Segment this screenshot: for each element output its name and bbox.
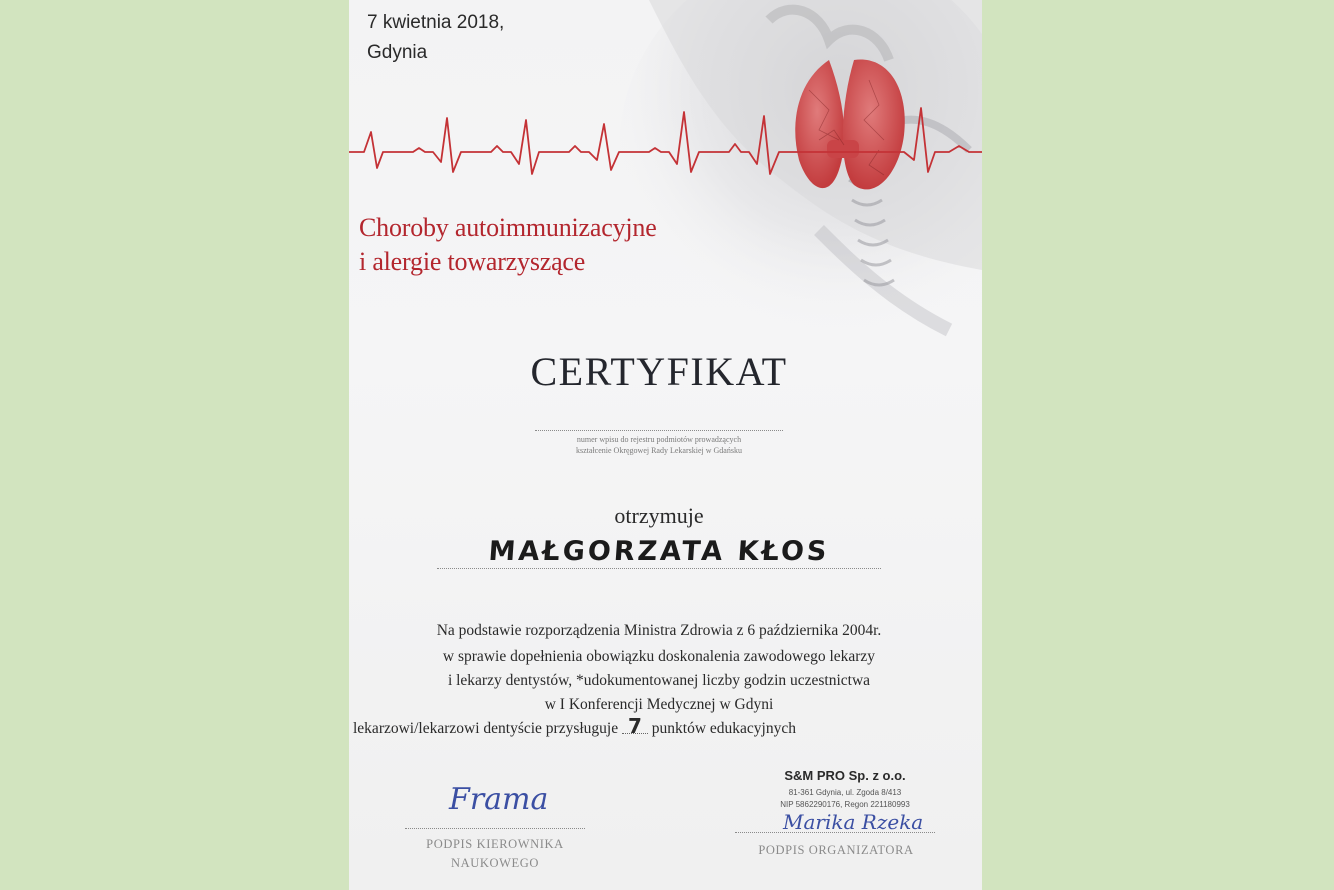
recipient-name: MAŁGORZATA KŁOS: [487, 536, 831, 567]
body-line-3: i lekarzy dentystów, *udokumentowanej liczby godzin uczestnictwa: [447, 672, 871, 689]
education-points: 7: [622, 719, 648, 734]
left-signature-label-2: NAUKOWEGO: [450, 856, 540, 870]
body-line-5-after: punktów edukacyjnych: [651, 720, 796, 737]
certificate-sheet: [349, 0, 982, 890]
recipient-name-line: [437, 568, 881, 569]
organizer-address: 81-361 Gdynia, ul. Zgoda 8/413: [788, 788, 902, 797]
right-signature-line: [735, 832, 935, 833]
right-signature: Marika Rzeka: [783, 810, 924, 834]
event-date: 7 kwietnia 2018,: [367, 12, 505, 33]
body-line-1: Na podstawie rozporządzenia Ministra Zdrowia z 6 października 2004r.: [436, 622, 882, 639]
left-signature-label-1: PODPIS KIEROWNIKA: [426, 837, 564, 851]
certificate-title: CERTYFIKAT: [530, 349, 788, 394]
registry-caption-1: numer wpisu do rejestru podmiotów prowadzących: [576, 435, 742, 444]
left-signature-line: [405, 828, 585, 829]
left-signature: Frama: [449, 782, 549, 817]
body-line-5-before: lekarzowi/lekarzowi dentyście przysługuje: [353, 720, 619, 737]
topic-line-1: Choroby autoimmunizacyjne: [359, 213, 657, 242]
body-line-5: [353, 714, 982, 738]
organizer-company: S&M PRO Sp. z o.o.: [784, 768, 906, 783]
organizer-ids: NIP 5862290176, Regon 221180993: [780, 800, 910, 809]
body-line-2: w sprawie dopełnienia obowiązku doskonalenia zawodowego lekarzy: [442, 648, 876, 665]
body-line-4: w I Konferencji Medycznej w Gdyni: [544, 696, 774, 713]
registry-caption-2: kształcenie Okręgowej Rady Lekarskiej w Gdańsku: [576, 446, 742, 455]
topic-line-2: i alergie towarzyszące: [359, 247, 586, 276]
event-city: Gdynia: [367, 42, 428, 63]
registry-number-line: [535, 430, 783, 431]
receives-label: otrzymuje: [614, 503, 704, 528]
right-signature-label: PODPIS ORGANIZATORA: [758, 843, 914, 857]
